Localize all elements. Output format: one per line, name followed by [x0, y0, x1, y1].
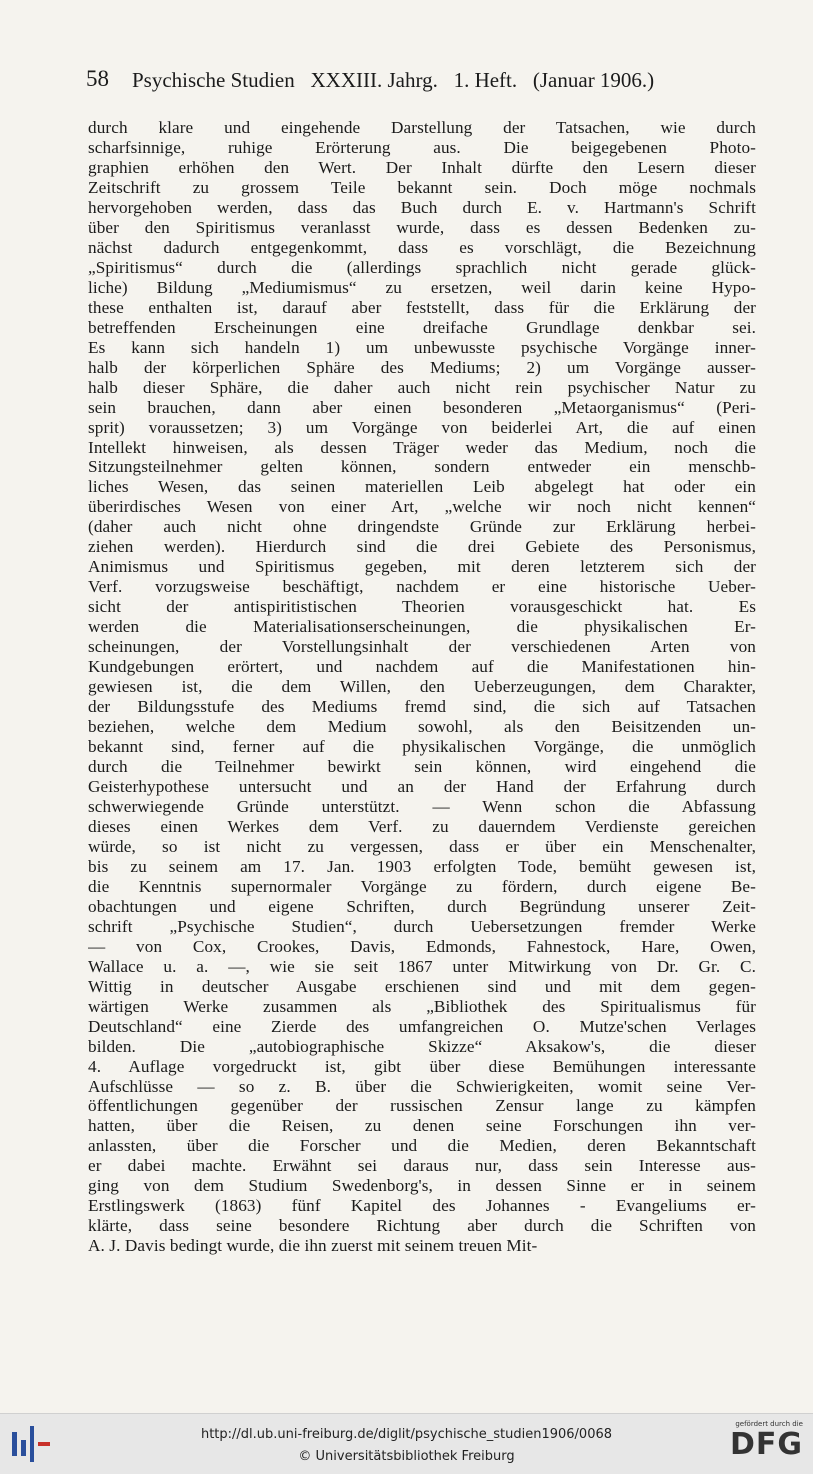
- text-line: durch klare und eingehende Darstellung der Tatsachen, wie durch: [88, 118, 756, 137]
- text-line: bekannt sind, ferner auf die physikalischen Vorgänge, die unmöglich: [88, 737, 756, 757]
- text-line: ging von dem Studium Swedenborg's, in dessen Sinne er in seinem: [88, 1176, 756, 1196]
- text-line: „Spiritismus“ durch die (allerdings sprachlich nicht gerade glück-: [88, 257, 756, 277]
- text-line: überirdisches Wesen von einer Art, „welche wir noch nicht kennen“: [88, 497, 756, 517]
- text-line: beziehen, welche dem Medium sowohl, als den Beisitzenden un-: [88, 717, 756, 737]
- text-line: dieses einen Werkes dem Verf. zu dauerndem Verdienste gereichen: [88, 816, 756, 836]
- text-line: die Kenntnis supernormaler Vorgänge zu fördern, durch eigene Be-: [88, 876, 756, 896]
- text-line: wärtigen Werke zusammen als „Bibliothek des Spiritualismus für: [88, 996, 756, 1016]
- footer-url[interactable]: http://dl.ub.uni-freiburg.de/diglit/psychische_studien1906/0068: [200, 1427, 613, 1442]
- text-line: liches Wesen, das seinen materiellen Leib abgelegt hat oder ein: [88, 477, 756, 497]
- text-line: klärte, dass seine besondere Richtung aber durch die Schriften von: [88, 1216, 756, 1236]
- text-line: halb der körperlichen Sphäre des Mediums; 2) um Vorgänge ausser-: [88, 357, 756, 377]
- text-line: gewiesen ist, die dem Willen, den Ueberzeugungen, dem Charakter,: [88, 677, 756, 697]
- text-line: liche) Bildung „Mediumismus“ zu ersetzen, weil darin keine Hypo-: [88, 277, 756, 297]
- text-line: — von Cox, Crookes, Davis, Edmonds, Fahnestock, Hare, Owen,: [88, 936, 756, 956]
- text-line: Kundgebungen erörtert, und nachdem auf die Manifestationen hin-: [88, 657, 756, 677]
- text-line: Deutschland“ eine Zierde des umfangreichen O. Mutze'schen Verlages: [88, 1016, 756, 1036]
- footer-copyright: © Universitätsbibliothek Freiburg: [298, 1449, 515, 1464]
- page-number: 58: [86, 66, 109, 91]
- text-line: Wallace u. a. —, wie sie seit 1867 unter Mitwirkung von Dr. Gr. C.: [88, 956, 756, 976]
- text-line: Verf. vorzugsweise beschäftigt, nachdem er eine historische Ueber-: [88, 577, 756, 597]
- text-line: Wittig in deutscher Ausgabe erschienen sind und mit dem gegen-: [88, 976, 756, 996]
- text-line: sicht der antispiritistischen Theorien vorausgeschickt hat. Es: [88, 597, 756, 617]
- body-text: [88, 118, 756, 1256]
- text-line: nächst dadurch entgegenkommt, dass es vorschlägt, die Bezeichnung: [88, 237, 756, 257]
- text-line: hatten, über die Reisen, zu denen seine Forschungen ihn ver-: [88, 1116, 756, 1136]
- running-title: Psychische Studien XXXIII. Jahrg. 1. Heft. (Januar 1906.): [132, 68, 655, 92]
- text-line: A. J. Davis bedingt wurde, die ihn zuerst mit seinem treuen Mit-: [88, 1236, 538, 1256]
- text-line: Zeitschrift zu grossem Teile bekannt sein. Doch möge nochmals: [88, 177, 756, 197]
- text-line: der Bildungsstufe des Mediums fremd sind, die sich auf Tatsachen: [88, 697, 756, 717]
- text-line: schrift „Psychische Studien“, durch Uebersetzungen fremder Werke: [88, 916, 756, 936]
- footer-bar: [0, 1413, 813, 1474]
- text-line: sein brauchen, dann aber einen besonderen „Metaorganismus“ (Peri-: [88, 397, 756, 417]
- text-line: über den Spiritismus veranlasst wurde, dass es dessen Bedenken zu-: [88, 217, 756, 237]
- text-line: these enthalten ist, darauf aber feststellt, dass für die Erklärung der: [88, 297, 756, 317]
- text-line: betreffenden Erscheinungen eine dreifache Grundlage denkbar sei.: [88, 317, 756, 337]
- text-line: ziehen werden). Hierdurch sind die drei Gebiete des Personismus,: [88, 537, 756, 557]
- text-line: werden die Materialisationserscheinungen, die physikalischen Er-: [88, 617, 756, 637]
- text-line: halb dieser Sphäre, die daher auch nicht rein psychischer Natur zu: [88, 377, 756, 397]
- dfg-logo-icon: DFG: [729, 1427, 803, 1462]
- text-line: sprit) voraussetzen; 3) um Vorgänge von beiderlei Art, die auf einen: [88, 417, 756, 437]
- text-line: graphien erhöhen den Wert. Der Inhalt dürfte den Lesern dieser: [88, 157, 756, 177]
- text-line: öffentlichungen gegenüber der russischen Zensur lange zu kämpfen: [88, 1096, 756, 1116]
- text-line: Intellekt hinweisen, als dessen Träger weder das Medium, noch die: [88, 437, 756, 457]
- text-line: obachtungen und eigene Schriften, durch Begründung unserer Zeit-: [88, 896, 756, 916]
- text-line: Animismus und Spiritismus gegeben, mit deren letzterem sich der: [88, 557, 756, 577]
- text-line: scharfsinnige, ruhige Erörterung aus. Die beigegebenen Photo-: [88, 137, 756, 157]
- text-line: schwerwiegende Gründe unterstützt. — Wenn schon die Abfassung: [88, 796, 756, 816]
- text-line: scheinungen, der Vorstellungsinhalt der verschiedenen Arten von: [88, 637, 756, 657]
- text-line: hervorgehoben werden, dass das Buch durch E. v. Hartmann's Schrift: [88, 197, 756, 217]
- dfg-badge: [717, 1420, 803, 1470]
- text-line: bis zu seinem am 17. Jan. 1903 erfolgten Tode, bemüht gewesen ist,: [88, 856, 756, 876]
- text-line: Sitzungsteilnehmer gelten können, sondern entweder ein menschb-: [88, 457, 756, 477]
- text-line: durch die Teilnehmer bewirkt sein können, wird eingehend die: [88, 757, 756, 776]
- text-line: (daher auch nicht ohne dringendste Gründe zur Erklärung herbei-: [88, 517, 756, 537]
- funder-note: gefördert durch die: [735, 1420, 803, 1428]
- text-line: anlassten, über die Forscher und die Medien, deren Bekanntschaft: [88, 1136, 756, 1156]
- text-line: 4. Auflage vorgedruckt ist, gibt über diese Bemühungen interessante: [88, 1056, 756, 1076]
- text-line: bilden. Die „autobiographische Skizze“ Aksakow's, die dieser: [88, 1036, 756, 1056]
- page-header: [86, 66, 726, 96]
- text-line: würde, so ist nicht zu vergessen, dass er über ein Menschenalter,: [88, 836, 756, 856]
- text-line: er dabei machte. Erwähnt sei daraus nur, dass sein Interesse aus-: [88, 1156, 756, 1176]
- text-line: Geisterhypothese untersucht und an der Hand der Erfahrung durch: [88, 776, 756, 796]
- text-line: Erstlingswerk (1863) fünf Kapitel des Johannes - Evangeliums er-: [88, 1196, 756, 1216]
- text-line: Aufschlüsse — so z. B. über die Schwierigkeiten, womit seine Ver-: [88, 1076, 756, 1096]
- text-line: Es kann sich handeln 1) um unbewusste psychische Vorgänge inner-: [88, 337, 756, 357]
